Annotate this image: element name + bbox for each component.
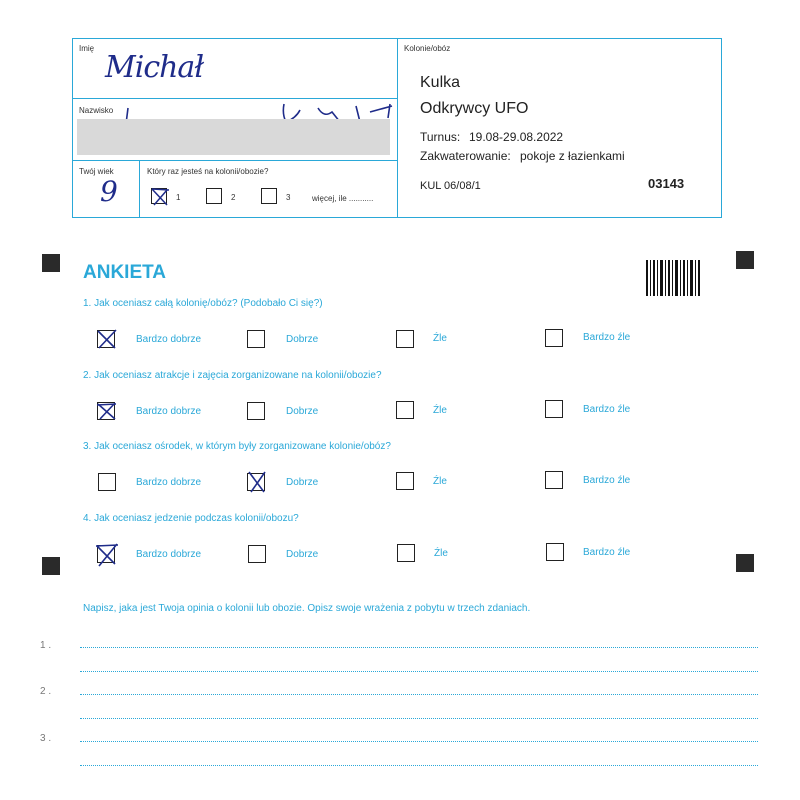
camp-label: Kolonie/obóz <box>404 44 451 53</box>
times-label: Który raz jesteś na kolonii/obozie? <box>147 167 269 176</box>
accommodation-value: pokoje z łazienkami <box>520 149 625 163</box>
question-1: 1. Jak oceniasz całą kolonię/obóz? (Podobało Ci się?) <box>83 298 323 309</box>
opinion-line-number-1: 1 . <box>40 640 52 651</box>
registration-marker-top-left <box>42 254 60 272</box>
form-number: 03143 <box>648 176 685 191</box>
q2-checkbox-zle[interactable] <box>396 401 414 419</box>
question-3: 3. Jak oceniasz ośrodek, w którym były zorganizowane kolonie/obóz? <box>83 441 391 452</box>
redacted-surname <box>77 119 390 155</box>
q4-checkbox-bardzo-zle[interactable] <box>546 543 564 561</box>
opinion-line-number-2: 2 . <box>40 686 52 697</box>
age-handwriting: 9 <box>100 175 118 208</box>
q1-option-bardzo-zle: Bardzo źle <box>583 332 631 343</box>
checkmark-x-icon <box>149 186 171 208</box>
q4-checkbox-zle[interactable] <box>397 544 415 562</box>
checkmark-x-icon <box>245 469 269 495</box>
q1-option-zle: Źle <box>433 333 447 344</box>
surname-divider <box>72 160 397 161</box>
times-checkbox-3[interactable] <box>261 188 277 204</box>
q4-option-bardzo-zle: Bardzo źle <box>583 547 631 558</box>
name-label: Imię <box>79 44 95 53</box>
opinion-line-1a[interactable] <box>80 647 758 648</box>
age-label: Twój wiek <box>79 167 114 176</box>
q3-option-dobrze: Dobrze <box>286 477 319 488</box>
q4-option-dobrze: Dobrze <box>286 549 319 560</box>
q3-option-bardzo-zle: Bardzo źle <box>583 475 631 486</box>
age-divider <box>139 160 140 218</box>
checkmark-x-icon <box>95 327 119 351</box>
q2-option-bardzo-zle: Bardzo źle <box>583 404 631 415</box>
times-option-1: 1 <box>176 193 181 202</box>
camp-code: KUL 06/08/1 <box>420 180 481 192</box>
opinion-line-3b[interactable] <box>80 765 758 766</box>
opinion-line-number-3: 3 . <box>40 733 52 744</box>
opinion-prompt: Napisz, jaka jest Twoja opinia o kolonii lub obozie. Opisz swoje wrażenia z pobytu w trzech zdaniach. <box>83 603 531 614</box>
question-4: 4. Jak oceniasz jedzenie podczas kolonii/obozu? <box>83 513 299 524</box>
q3-option-zle: Źle <box>433 476 447 487</box>
q3-checkbox-bardzo-zle[interactable] <box>545 471 563 489</box>
q3-checkbox-zle[interactable] <box>396 472 414 490</box>
q3-checkbox-bardzo-dobrze[interactable] <box>98 473 116 491</box>
opinion-line-2b[interactable] <box>80 718 758 719</box>
opinion-line-3a[interactable] <box>80 741 758 742</box>
q2-option-zle: Źle <box>433 405 447 416</box>
q4-checkbox-dobrze[interactable] <box>248 545 266 563</box>
q1-checkbox-zle[interactable] <box>396 330 414 348</box>
times-option-3: 3 <box>286 193 291 202</box>
name-divider <box>72 98 397 99</box>
times-option-2: 2 <box>231 193 236 202</box>
times-more-label: więcej, ile ........... <box>312 194 374 203</box>
q1-option-dobrze: Dobrze <box>286 334 319 345</box>
q2-option-bardzo-dobrze: Bardzo dobrze <box>136 406 202 417</box>
q2-checkbox-bardzo-zle[interactable] <box>545 400 563 418</box>
checkmark-x-icon <box>93 540 121 568</box>
surname-label: Nazwisko <box>79 106 114 115</box>
registration-marker-top-right <box>736 251 754 269</box>
times-checkbox-2[interactable] <box>206 188 222 204</box>
q2-option-dobrze: Dobrze <box>286 406 319 417</box>
checkmark-x-icon <box>95 399 119 423</box>
q1-option-bardzo-dobrze: Bardzo dobrze <box>136 334 202 345</box>
turn-label: Turnus: <box>420 130 461 144</box>
question-2: 2. Jak oceniasz atrakcje i zajęcia zorganizowane na kolonii/obozie? <box>83 370 382 381</box>
registration-marker-bottom-right <box>736 554 754 572</box>
accommodation-label: Zakwaterowanie: <box>420 149 511 163</box>
q1-checkbox-dobrze[interactable] <box>247 330 265 348</box>
q1-checkbox-bardzo-zle[interactable] <box>545 329 563 347</box>
q3-option-bardzo-dobrze: Bardzo dobrze <box>136 477 202 488</box>
registration-marker-bottom-left <box>42 557 60 575</box>
camp-name: Kulka <box>420 74 461 91</box>
barcode-icon <box>646 260 702 296</box>
survey-title: ANKIETA <box>83 262 167 283</box>
opinion-line-1b[interactable] <box>80 671 758 672</box>
opinion-line-2a[interactable] <box>80 694 758 695</box>
name-handwriting: Michał <box>105 50 204 85</box>
q4-option-bardzo-dobrze: Bardzo dobrze <box>136 549 202 560</box>
q2-checkbox-dobrze[interactable] <box>247 402 265 420</box>
turn-value: 19.08-29.08.2022 <box>469 130 564 144</box>
q4-option-zle: Źle <box>434 548 448 559</box>
camp-title: Odkrywcy UFO <box>420 100 529 117</box>
